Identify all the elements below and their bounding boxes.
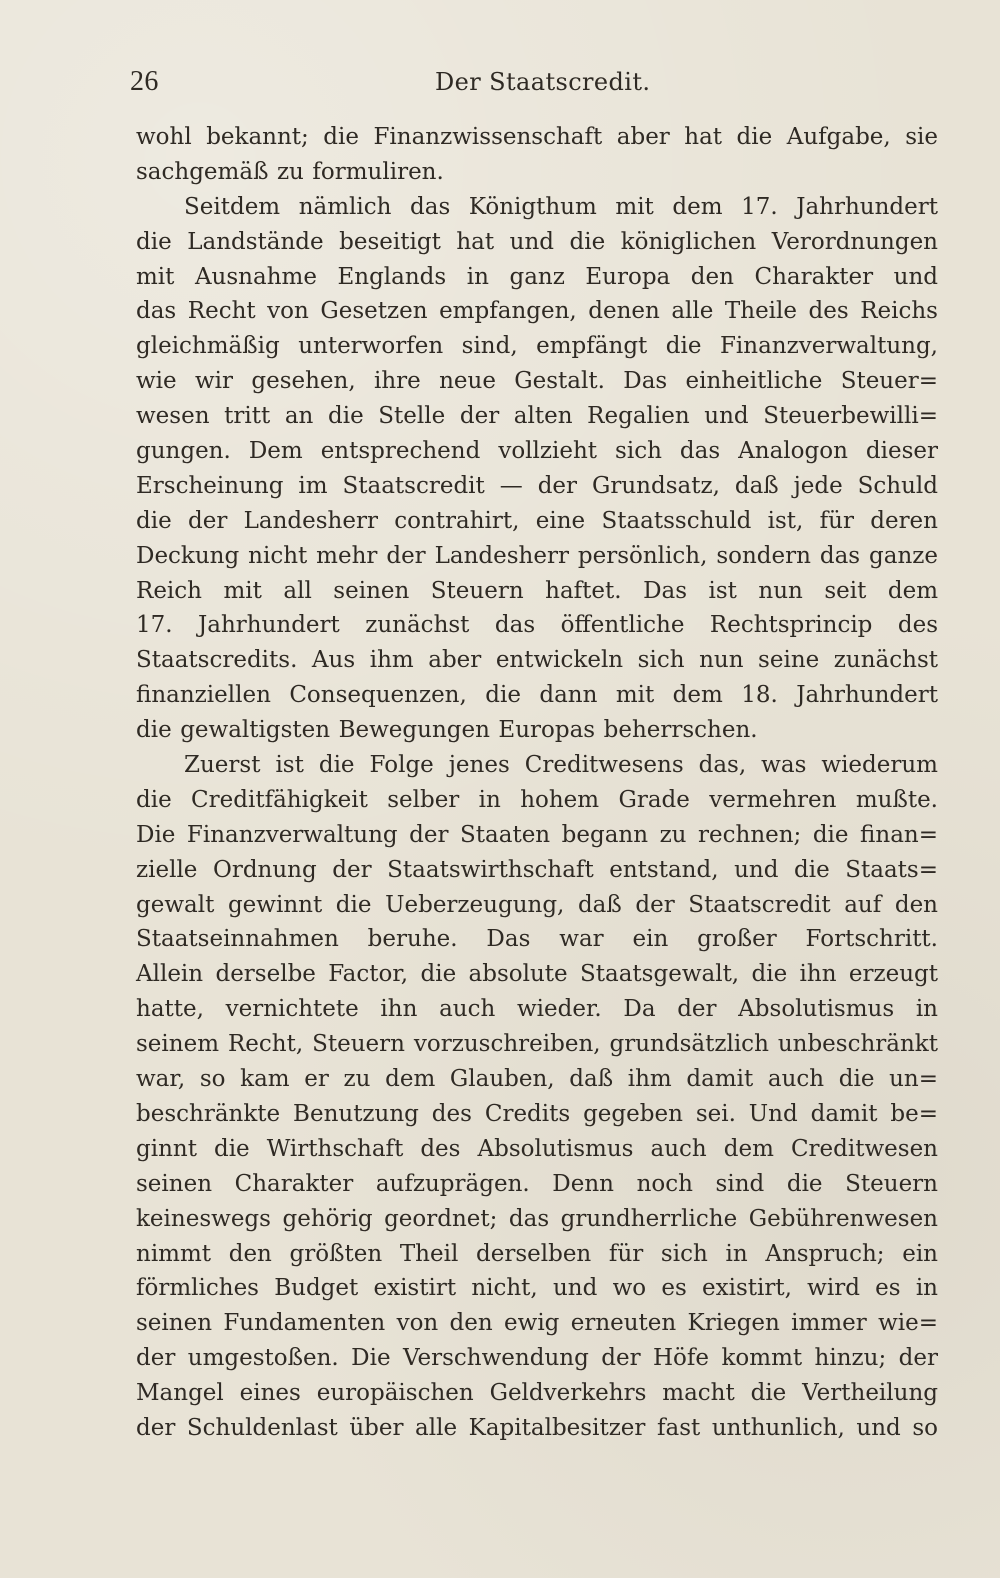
text-line: seinem Recht, Steuern vorzuschreiben, grundsätzlich unbeschränkt xyxy=(136,1031,938,1058)
body-text xyxy=(136,120,938,1446)
text-line: der umgestoßen. Die Verschwendung der Höfe kommt hinzu; der xyxy=(136,1345,938,1372)
text-line: Staatseinnahmen beruhe. Das war ein großer Fortschritt. xyxy=(136,926,938,953)
text-line: keineswegs gehörig geordnet; das grundherrliche Gebührenwesen xyxy=(136,1205,938,1232)
text-line: wie wir gesehen, ihre neue Gestalt. Das einheitliche Steuer= xyxy=(136,368,938,395)
text-line: Seitdem nämlich das Königthum mit dem 17. Jahrhundert xyxy=(184,193,938,220)
page-number: 26 xyxy=(130,66,159,97)
text-line: gewalt gewinnt die Ueberzeugung, daß der Staatscredit auf den xyxy=(136,891,938,918)
running-head: Der Staatscredit. xyxy=(435,68,651,96)
text-line: Die Finanzverwaltung der Staaten begann zu rechnen; die finan= xyxy=(136,821,938,848)
text-line: die Creditfähigkeit selber in hohem Grade vermehren mußte. xyxy=(136,786,938,813)
text-line: Erscheinung im Staatscredit — der Grundsatz, daß jede Schuld xyxy=(136,472,938,499)
text-line: förmliches Budget existirt nicht, und wo es existirt, wird es in xyxy=(136,1275,938,1302)
text-line: Mangel eines europäischen Geldverkehrs macht die Vertheilung xyxy=(136,1380,938,1407)
text-line: mit Ausnahme Englands in ganz Europa den Charakter und xyxy=(136,263,938,290)
text-line: gleichmäßig unterworfen sind, empfängt die Finanzverwaltung, xyxy=(136,333,938,360)
text-line: hatte, vernichtete ihn auch wieder. Da der Absolutismus in xyxy=(136,996,938,1023)
text-line: Zuerst ist die Folge jenes Creditwesens das, was wiederum xyxy=(184,752,938,779)
text-line: seinen Charakter aufzuprägen. Denn noch sind die Steuern xyxy=(136,1170,938,1197)
text-line: gungen. Dem entsprechend vollzieht sich das Analogon dieser xyxy=(136,438,938,465)
text-line: zielle Ordnung der Staatswirthschaft entstand, und die Staats= xyxy=(136,856,938,883)
text-line: sachgemäß zu formuliren. xyxy=(136,158,444,185)
text-line: der Schuldenlast über alle Kapitalbesitzer fast unthunlich, und so xyxy=(136,1414,938,1441)
text-line: 17. Jahrhundert zunächst das öffentliche Rechtsprincip des xyxy=(136,612,938,639)
text-line: nimmt den größten Theil derselben für sich in Anspruch; ein xyxy=(136,1240,938,1267)
text-line: Allein derselbe Factor, die absolute Staatsgewalt, die ihn erzeugt xyxy=(136,961,938,988)
text-line: die Landstände beseitigt hat und die königlichen Verordnungen xyxy=(136,228,938,255)
text-line: das Recht von Gesetzen empfangen, denen alle Theile des Reichs xyxy=(136,298,938,325)
text-line: Reich mit all seinen Steuern haftet. Das ist nun seit dem xyxy=(136,577,938,604)
text-line: ginnt die Wirthschaft des Absolutismus auch dem Creditwesen xyxy=(136,1135,938,1162)
text-line: wesen tritt an die Stelle der alten Regalien und Steuerbewilli= xyxy=(136,403,938,430)
text-line: die gewaltigsten Bewegungen Europas beherrschen. xyxy=(136,717,758,744)
page-header xyxy=(130,66,940,106)
text-line: Deckung nicht mehr der Landesherr persönlich, sondern das ganze xyxy=(136,542,938,569)
text-line: die der Landesherr contrahirt, eine Staatsschuld ist, für deren xyxy=(136,507,938,534)
text-line: finanziellen Consequenzen, die dann mit dem 18. Jahrhundert xyxy=(136,682,938,709)
text-line: wohl bekannt; die Finanzwissenschaft aber hat die Aufgabe, sie xyxy=(136,124,938,150)
text-line: Staatscredits. Aus ihm aber entwickeln sich nun seine zunächst xyxy=(136,647,938,674)
text-line: beschränkte Benutzung des Credits gegeben sei. Und damit be= xyxy=(136,1100,938,1127)
text-line: war, so kam er zu dem Glauben, daß ihm damit auch die un= xyxy=(136,1066,938,1093)
text-line: seinen Fundamenten von den ewig erneuten Kriegen immer wie= xyxy=(136,1310,938,1337)
